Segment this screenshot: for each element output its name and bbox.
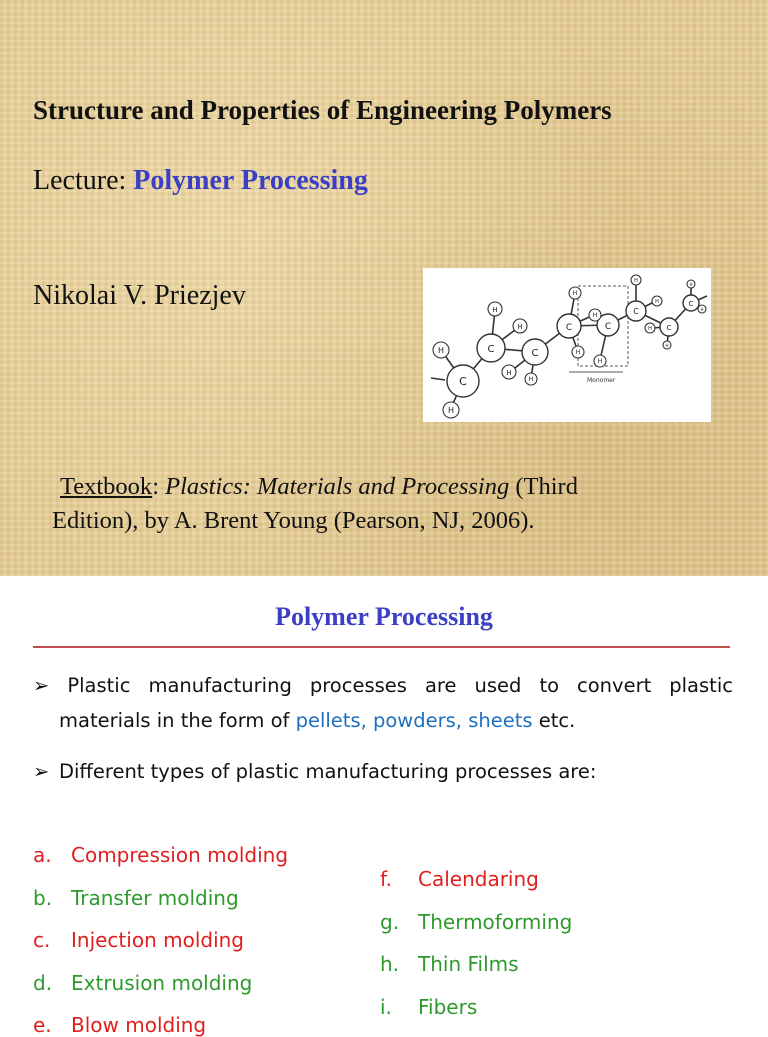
carbon-label: C <box>688 300 694 308</box>
hydrogen-label: H <box>634 278 638 284</box>
carbon-label: C <box>633 307 639 316</box>
bullet-word: Plastic <box>67 674 131 697</box>
arrow-bullet-icon: ➢ <box>33 760 50 783</box>
process-letter: i. <box>380 994 392 1019</box>
process-name: Calendaring <box>418 867 539 891</box>
bullet-text: Different types of plastic manufacturing processes are: <box>59 760 597 783</box>
bullet-line-2 <box>33 709 733 732</box>
arrow-bullet-icon: ➢ <box>33 674 50 697</box>
lecture-prefix: Lecture: <box>33 165 134 196</box>
process-letter: d. <box>33 970 53 995</box>
hydrogen-label: H <box>575 349 581 356</box>
carbon-label: C <box>666 324 672 332</box>
hydrogen-label: H <box>506 369 512 377</box>
hydrogen-label: H <box>700 307 704 312</box>
process-name: Blow molding <box>71 1013 207 1037</box>
process-name: Compression molding <box>71 843 289 867</box>
monomer-label: Monomer <box>587 377 616 384</box>
bullet-process-types <box>33 760 596 783</box>
slide-title: Polymer Processing <box>275 602 493 631</box>
carbon-label: C <box>565 323 573 333</box>
textbook-reference <box>52 470 692 538</box>
bullet-convert-plastic <box>33 674 733 732</box>
hydrogen-label: H <box>437 346 445 355</box>
course-title: Structure and Properties of Engineering Polymers <box>33 95 612 125</box>
material-forms-keywords: pellets, powders, sheets <box>295 709 533 732</box>
polymer-chain-svg <box>423 268 711 422</box>
process-name: Transfer molding <box>71 885 239 910</box>
hydrogen-label: H <box>689 282 693 287</box>
bullet-word: convert <box>577 674 652 697</box>
process-name: Extrusion molding <box>71 970 253 995</box>
process-letter: h. <box>380 952 400 976</box>
textbook-edition-rest: Edition), by A. Brent Young (Pearson, NJ, 2006). <box>52 507 535 534</box>
author-name: Nikolai V. Priezjev <box>33 280 246 311</box>
bullet-word: are <box>424 674 457 697</box>
process-letter: b. <box>33 885 53 910</box>
bullet-word: used <box>474 674 522 697</box>
carbon-label: C <box>531 348 539 359</box>
hydrogen-label: H <box>447 406 455 415</box>
process-name: Injection molding <box>71 928 244 952</box>
bullet-text-end: etc. <box>532 709 576 732</box>
lecture-topic: Polymer Processing <box>133 165 368 196</box>
textbook-colon: : <box>152 473 166 500</box>
carbon-label: C <box>459 375 467 388</box>
textbook-label: Textbook <box>60 473 153 500</box>
process-name: Thermoforming <box>418 909 573 934</box>
process-letter: a. <box>33 843 52 867</box>
process-name: Thin Films <box>418 952 519 976</box>
process-letter: e. <box>33 1013 52 1037</box>
hydrogen-label: H <box>517 323 523 331</box>
bullet-word: manufacturing <box>148 674 292 697</box>
process-name: Fibers <box>418 994 478 1019</box>
hydrogen-label: H <box>572 290 578 297</box>
hydrogen-label: H <box>528 376 534 383</box>
carbon-label: C <box>487 344 495 355</box>
title-divider <box>33 646 730 648</box>
hydrogen-label: H <box>492 306 498 314</box>
carbon-label: C <box>604 322 612 332</box>
textbook-title: Plastics: Materials and Processing <box>165 473 510 500</box>
bullet-word: to <box>539 674 560 697</box>
hydrogen-label: H <box>665 343 669 348</box>
process-letter: g. <box>380 909 400 934</box>
process-letter: c. <box>33 928 51 952</box>
textbook-edition-start: (Third <box>509 473 578 500</box>
hydrogen-label: H <box>648 326 652 332</box>
bullet-word: plastic <box>669 674 733 697</box>
content-slide <box>0 576 768 1037</box>
process-letter: f. <box>380 867 392 891</box>
bullet-text: materials in the form of <box>59 709 296 732</box>
polymer-chain-diagram <box>423 268 711 422</box>
hydrogen-label: H <box>597 358 603 365</box>
bullet-line-1 <box>33 674 733 697</box>
lecture-line <box>33 165 368 197</box>
hydrogen-label: H <box>655 299 659 305</box>
hydrogen-label: H <box>592 312 598 319</box>
bullet-word: processes <box>309 674 407 697</box>
